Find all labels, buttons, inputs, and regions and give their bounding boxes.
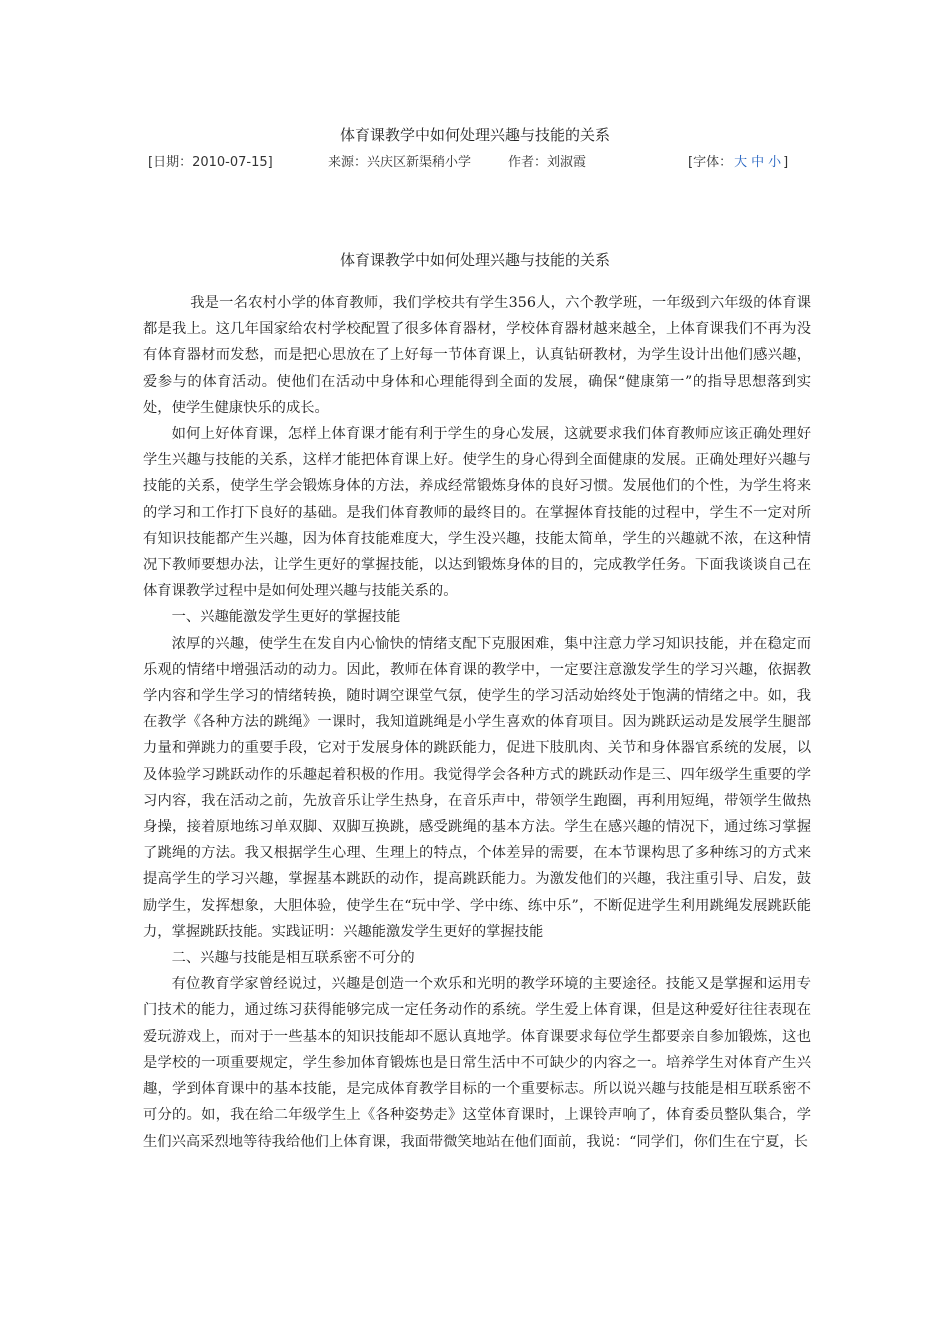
- article-paragraph-section-1: 浓厚的兴趣，使学生在发自内心愉快的情绪支配下克服困难，集中注意力学习知识技能，并在稳定而乐观的情绪中增强活动的动力。因此，教师在体育课的教学中，一定要注意激发学生的学习兴趣，依据教学内容和学生学习的情绪转换，随时调空课堂气氛，使学生的学习活动始终处于饱满的情绪之中。如，我在教学《各种方法的跳绳》一课时，我知道跳绳是小学生喜欢的体育项目。因为跳跃运动是发展学生腿部力量和弹跳力的重要手段，它对于发展身体的跳跃能力，促进下肢肌肉、关节和身体器官系统的发展，以及体验学习跳跃动作的乐趣起着积极的作用。我觉得学会各种方式的跳跃动作是三、四年级学生重要的学习内容，我在活动之前，先放音乐让学生热身，在音乐声中，带领学生跑圈，再利用短绳，带领学生做热身操，接着原地练习单双脚、双脚互换跳，感受跳绳的基本方法。学生在感兴趣的情况下，通过练习掌握了跳绳的方法。我又根据学生心理、生理上的特点，个体差异的需要，在本节课构思了多种练习的方式来提高学生的学习兴趣，掌握基本跳跃的动作，提高跳跃能力。为激发他们的兴趣，我注重引导、启发，鼓励学生，发挥想象，大胆体验，使学生在“玩中学、学中练、练中乐”，不断促进学生利用跳绳发展跳跃能力，掌握跳跃技能。实践证明：兴趣能激发学生更好的掌握技能: [143, 635, 811, 940]
- font-size-bracket: ]: [783, 155, 789, 170]
- article-body: [143, 290, 811, 1155]
- article-paragraph-overview: 如何上好体育课，怎样上体育课才能有利于学生的身心发展，这就要求我们体育教师应该正确处理好学生兴趣与技能的关系，这样才能把体育课上好。使学生的身心得到全面健康的发展。正确处理好兴趣与技能的关系，使学生学会锻炼身体的方法，养成经常锻炼身体的良好习惯。发展他们的个性，为学生将来的学习和工作打下良好的基础。是我们体育教师的最终目的。在掌握体育技能的过程中，学生不一定对所有知识技能都产生兴趣，因为体育技能难度大，学生没兴趣，技能太简单，学生的兴趣就不浓，在这种情况下教师要想办法，让学生更好的掌握技能，以达到锻炼身体的目的，完成教学任务。下面我谈谈自己在体育课教学过程中是如何处理兴趣与技能关系的。: [143, 426, 811, 600]
- font-medium-link[interactable]: 中: [751, 155, 765, 170]
- article-paragraph-intro: 我是一名农村小学的体育教师，我们学校共有学生356人，六个教学班，一年级到六年级的体育课都是我上。这几年国家给农村学校配置了很多体育器材，学校体育器材越来越全，上体育课我们不再为没有体育器材而发愁，而是把心思放在了上好每一节体育课上，认真钻研教材，为学生设计出他们感兴趣，爱参与的体育活动。使他们在活动中身体和心理能得到全面的发展，确保“健康第一”的指导思想落到实处，使学生健康快乐的成长。: [143, 295, 811, 416]
- section-heading-1: 一、兴趣能激发学生更好的掌握技能: [171, 609, 401, 626]
- article-title: 体育课教学中如何处理兴趣与技能的关系: [339, 251, 610, 269]
- font-size-switcher: [688, 151, 788, 170]
- meta-author: 作者：刘淑霞: [508, 155, 587, 170]
- meta-date: [日期：2010-07-15]: [148, 155, 273, 170]
- font-small-link[interactable]: 小: [768, 155, 782, 170]
- meta-source: 来源：兴庆区新渠稍小学: [328, 155, 472, 170]
- article-paragraph-section-2: 有位教育学家曾经说过，兴趣是创造一个欢乐和光明的教学环境的主要途径。技能又是掌握和运用专门技术的能力，通过练习获得能够完成一定任务动作的系统。学生爱上体育课，但是这种爱好往往表现在爱玩游戏上，而对于一些基本的知识技能却不愿认真地学。体育课要求每位学生都要亲自参加锻炼，这也是学校的一项重要规定，学生参加体育锻炼也是日常生活中不可缺少的内容之一。培养学生对体育产生兴趣，学到体育课中的基本技能，是完成体育教学目标的一个重要标志。所以说兴趣与技能是相互联系密不可分的。如，我在给二年级学生上《各种姿势走》这堂体育课时，上课铃声响了，体育委员整队集合，学生们兴高采烈地等待我给他们上体育课，我面带微笑地站在他们面前，我说：“同学们，你们生在宁夏，长: [143, 976, 811, 1150]
- font-large-link[interactable]: 大: [734, 155, 748, 170]
- page-title: 体育课教学中如何处理兴趣与技能的关系: [339, 126, 610, 144]
- font-size-label: [字体：: [688, 155, 733, 170]
- section-heading-2: 二、兴趣与技能是相互联系密不可分的: [171, 950, 415, 967]
